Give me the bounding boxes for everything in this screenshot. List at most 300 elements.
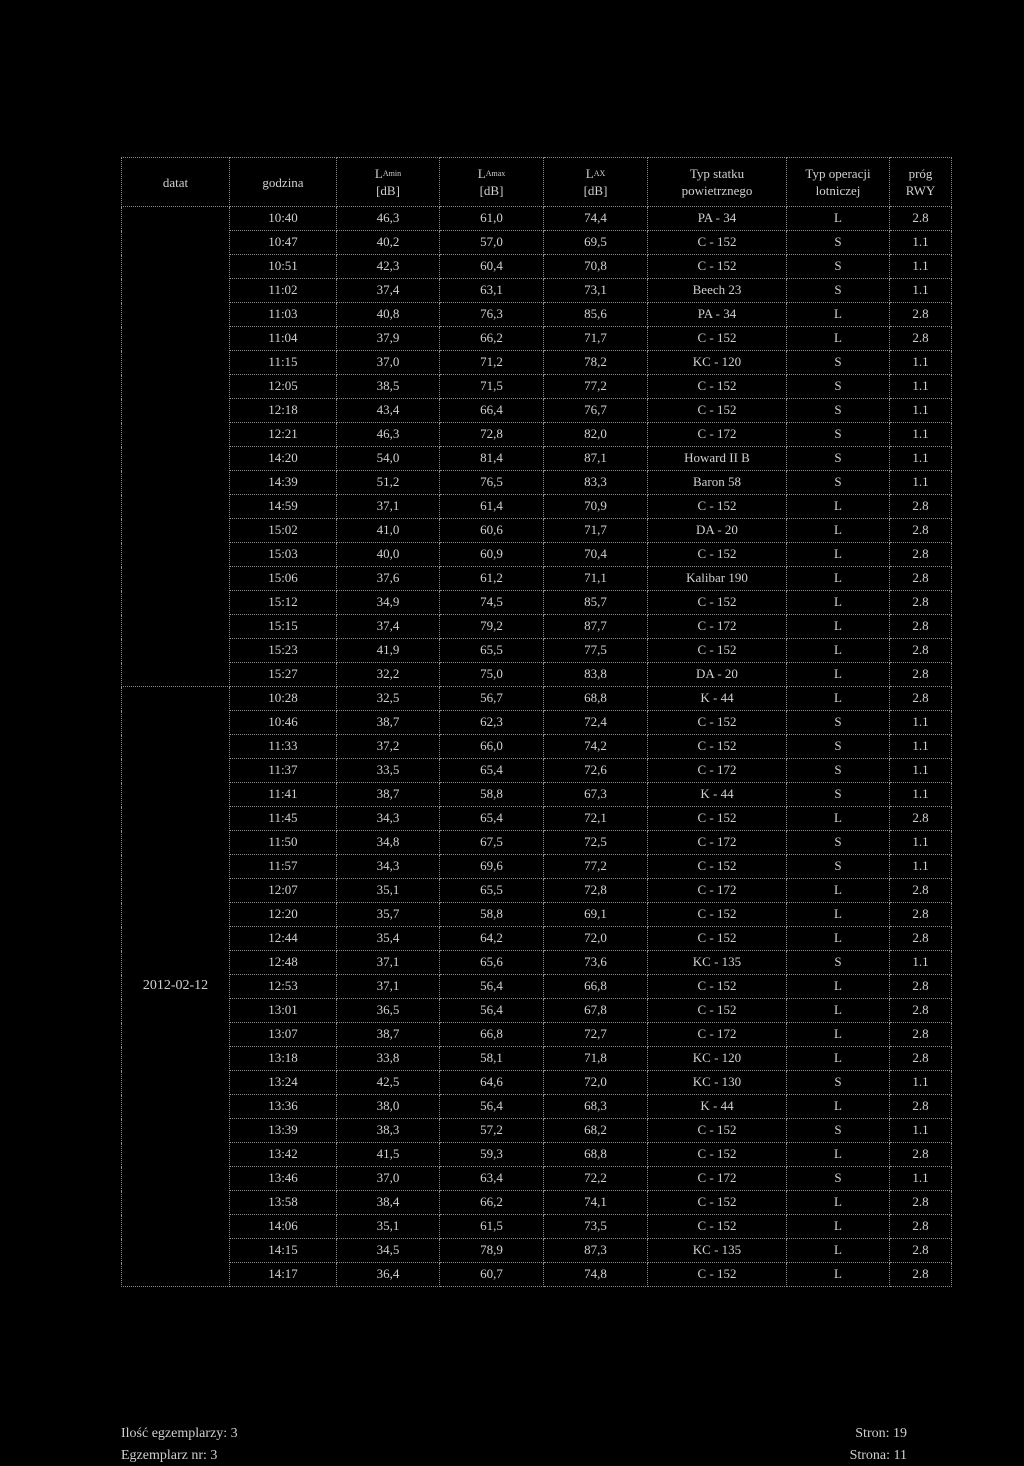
lax-cell: 74,2 [544,735,648,759]
header-lax: $L^{AX}$ [dB] [544,158,648,207]
threshold-cell: 2.8 [890,1023,952,1047]
lamin-cell: 37,6 [337,567,440,591]
operation-cell: S [787,855,890,879]
lax-cell: 87,3 [544,1239,648,1263]
table-row [122,615,952,639]
lax-cell: 68,8 [544,687,648,711]
hour-cell: 14:20 [230,447,337,471]
lamax-cell: 67,5 [440,831,544,855]
table-row [122,207,952,231]
table-row [122,711,952,735]
lamax-cell: 58,8 [440,783,544,807]
lax-cell: 87,1 [544,447,648,471]
operation-cell: L [787,1047,890,1071]
aircraft-cell: C - 152 [648,231,787,255]
table-row [122,495,952,519]
hour-cell: 10:47 [230,231,337,255]
aircraft-cell: Howard II B [648,447,787,471]
aircraft-cell: KC - 120 [648,1047,787,1071]
lamin-cell: 37,4 [337,279,440,303]
lamin-cell: 38,3 [337,1119,440,1143]
lamax-cell: 60,4 [440,255,544,279]
threshold-cell: 2.8 [890,927,952,951]
lamin-cell: 33,8 [337,1047,440,1071]
lamax-cell: 61,4 [440,495,544,519]
lamax-cell: 63,4 [440,1167,544,1191]
table-row [122,1167,952,1191]
threshold-cell: 1.1 [890,831,952,855]
operation-cell: L [787,1191,890,1215]
threshold-cell: 1.1 [890,1071,952,1095]
threshold-cell: 1.1 [890,447,952,471]
table-row [122,687,952,711]
table-row [122,1119,952,1143]
lamax-cell: 61,5 [440,1215,544,1239]
lamin-cell: 36,4 [337,1263,440,1287]
table-row [122,1215,952,1239]
operation-cell: L [787,495,890,519]
table-row [122,951,952,975]
lamin-cell: 38,4 [337,1191,440,1215]
hour-cell: 12:20 [230,903,337,927]
operation-cell: L [787,519,890,543]
threshold-cell: 1.1 [890,711,952,735]
lamin-cell: 46,3 [337,207,440,231]
lamin-cell: 35,4 [337,927,440,951]
threshold-cell: 2.8 [890,1047,952,1071]
threshold-cell: 2.8 [890,975,952,999]
hour-cell: 15:27 [230,663,337,687]
operation-cell: S [787,279,890,303]
hour-cell: 11:45 [230,807,337,831]
lax-cell: 69,1 [544,903,648,927]
header-row [122,158,952,207]
lax-cell: 76,7 [544,399,648,423]
lax-cell: 67,3 [544,783,648,807]
aircraft-cell: C - 152 [648,855,787,879]
threshold-cell: 2.8 [890,303,952,327]
lax-cell: 78,2 [544,351,648,375]
aircraft-cell: C - 152 [648,903,787,927]
lamin-cell: 40,2 [337,231,440,255]
lamin-cell: 38,0 [337,1095,440,1119]
threshold-cell: 2.8 [890,879,952,903]
threshold-cell: 1.1 [890,783,952,807]
table-row [122,351,952,375]
lamax-cell: 56,4 [440,975,544,999]
table-row [122,927,952,951]
lamin-cell: 38,7 [337,1023,440,1047]
aircraft-cell: C - 152 [648,375,787,399]
lamin-cell: 42,5 [337,1071,440,1095]
aircraft-cell: KC - 130 [648,1071,787,1095]
lamax-cell: 57,2 [440,1119,544,1143]
hour-cell: 14:15 [230,1239,337,1263]
operation-cell: L [787,327,890,351]
date-cell [122,207,230,687]
threshold-cell: 2.8 [890,1215,952,1239]
operation-cell: L [787,999,890,1023]
lamax-cell: 61,0 [440,207,544,231]
operation-cell: L [787,1263,890,1287]
table-row [122,879,952,903]
lamin-cell: 34,8 [337,831,440,855]
lamin-cell: 38,7 [337,711,440,735]
lax-cell: 72,1 [544,807,648,831]
lamin-cell: 37,0 [337,351,440,375]
lamax-cell: 72,8 [440,423,544,447]
threshold-cell: 2.8 [890,495,952,519]
aircraft-cell: C - 152 [648,327,787,351]
lamax-cell: 56,4 [440,999,544,1023]
threshold-cell: 1.1 [890,231,952,255]
table-row [122,1023,952,1047]
copies-count: Ilość egzemplarzy: 3 [121,1426,238,1441]
lamin-cell: 38,5 [337,375,440,399]
table-row [122,1047,952,1071]
operation-cell: L [787,1143,890,1167]
lamin-cell: 34,3 [337,807,440,831]
hour-cell: 12:48 [230,951,337,975]
hour-cell: 11:02 [230,279,337,303]
aircraft-cell: C - 152 [648,735,787,759]
table-row [122,903,952,927]
total-pages: Stron: 19 [855,1426,907,1441]
threshold-cell: 2.8 [890,687,952,711]
operation-cell: L [787,807,890,831]
lax-cell: 72,8 [544,879,648,903]
lamax-cell: 71,2 [440,351,544,375]
lax-cell: 71,7 [544,519,648,543]
threshold-cell: 1.1 [890,1167,952,1191]
aircraft-cell: C - 172 [648,1167,787,1191]
lax-cell: 74,4 [544,207,648,231]
operation-cell: L [787,1023,890,1047]
lamin-cell: 40,0 [337,543,440,567]
lax-cell: 73,5 [544,1215,648,1239]
lamax-cell: 66,0 [440,735,544,759]
threshold-cell: 1.1 [890,255,952,279]
table-row [122,1143,952,1167]
operation-cell: S [787,1071,890,1095]
lamax-cell: 58,1 [440,1047,544,1071]
threshold-cell: 1.1 [890,471,952,495]
table-row [122,303,952,327]
lamax-cell: 65,5 [440,639,544,663]
lax-cell: 70,4 [544,543,648,567]
aircraft-cell: KC - 120 [648,351,787,375]
operation-cell: S [787,951,890,975]
threshold-cell: 2.8 [890,591,952,615]
operation-cell: L [787,879,890,903]
lamin-cell: 32,2 [337,663,440,687]
lax-cell: 74,8 [544,1263,648,1287]
lax-cell: 72,2 [544,1167,648,1191]
lamin-cell: 41,0 [337,519,440,543]
threshold-cell: 2.8 [890,615,952,639]
lamin-cell: 33,5 [337,759,440,783]
lax-cell: 72,7 [544,1023,648,1047]
hour-cell: 15:02 [230,519,337,543]
hour-cell: 12:44 [230,927,337,951]
aircraft-cell: C - 172 [648,423,787,447]
hour-cell: 11:41 [230,783,337,807]
lax-cell: 69,5 [544,231,648,255]
operation-cell: L [787,975,890,999]
operation-cell: S [787,735,890,759]
hour-cell: 13:58 [230,1191,337,1215]
aircraft-cell: C - 152 [648,495,787,519]
lamax-cell: 76,5 [440,471,544,495]
lamax-cell: 59,3 [440,1143,544,1167]
hour-cell: 10:40 [230,207,337,231]
aircraft-cell: C - 172 [648,615,787,639]
aircraft-cell: PA - 34 [648,303,787,327]
lamax-cell: 64,6 [440,1071,544,1095]
operation-cell: L [787,207,890,231]
lax-cell: 67,8 [544,999,648,1023]
lax-cell: 87,7 [544,615,648,639]
threshold-cell: 2.8 [890,1191,952,1215]
operation-cell: S [787,759,890,783]
lax-cell: 68,8 [544,1143,648,1167]
hour-cell: 12:05 [230,375,337,399]
threshold-cell: 2.8 [890,1143,952,1167]
hour-cell: 15:23 [230,639,337,663]
aircraft-cell: C - 152 [648,1143,787,1167]
lax-cell: 71,8 [544,1047,648,1071]
lamin-cell: 42,3 [337,255,440,279]
hour-cell: 11:50 [230,831,337,855]
lamax-cell: 65,6 [440,951,544,975]
header-hour: godzina [230,158,337,207]
table-row [122,783,952,807]
aircraft-cell: Kalibar 190 [648,567,787,591]
aircraft-cell: C - 152 [648,711,787,735]
lamin-cell: 37,1 [337,495,440,519]
lamax-cell: 78,9 [440,1239,544,1263]
date-cell: 2012-02-12 [122,687,230,1287]
operation-cell: S [787,831,890,855]
table-row [122,999,952,1023]
aircraft-cell: C - 152 [648,927,787,951]
lax-cell: 73,6 [544,951,648,975]
lamin-cell: 35,1 [337,879,440,903]
threshold-cell: 2.8 [890,1239,952,1263]
lamin-cell: 41,9 [337,639,440,663]
lamin-cell: 37,2 [337,735,440,759]
aircraft-cell: PA - 34 [648,207,787,231]
lamax-cell: 56,4 [440,1095,544,1119]
aircraft-cell: C - 152 [648,591,787,615]
aircraft-cell: C - 152 [648,1215,787,1239]
page-number: Strona: 11 [849,1448,907,1463]
aircraft-cell: KC - 135 [648,951,787,975]
lax-cell: 73,1 [544,279,648,303]
threshold-cell: 1.1 [890,279,952,303]
hour-cell: 14:39 [230,471,337,495]
table-row [122,831,952,855]
table-row [122,231,952,255]
table-row [122,375,952,399]
aircraft-cell: KC - 135 [648,1239,787,1263]
table-row [122,471,952,495]
aircraft-cell: C - 152 [648,807,787,831]
hour-cell: 11:57 [230,855,337,879]
hour-cell: 15:06 [230,567,337,591]
lamin-cell: 40,8 [337,303,440,327]
lamax-cell: 61,2 [440,567,544,591]
threshold-cell: 1.1 [890,855,952,879]
threshold-cell: 2.8 [890,1263,952,1287]
lamax-cell: 79,2 [440,615,544,639]
threshold-cell: 1.1 [890,375,952,399]
lamax-cell: 62,3 [440,711,544,735]
lamin-cell: 35,1 [337,1215,440,1239]
table-row [122,447,952,471]
lax-cell: 85,6 [544,303,648,327]
aircraft-cell: C - 172 [648,759,787,783]
table-row [122,279,952,303]
lax-cell: 68,2 [544,1119,648,1143]
header-aircraft-type: Typ statku powietrznego [648,158,787,207]
threshold-cell: 1.1 [890,423,952,447]
lax-cell: 83,8 [544,663,648,687]
lax-cell: 85,7 [544,591,648,615]
hour-cell: 13:42 [230,1143,337,1167]
threshold-cell: 2.8 [890,639,952,663]
operation-cell: S [787,711,890,735]
lamax-cell: 57,0 [440,231,544,255]
threshold-cell: 2.8 [890,207,952,231]
operation-cell: S [787,783,890,807]
lax-cell: 72,4 [544,711,648,735]
table-row [122,255,952,279]
lax-cell: 68,3 [544,1095,648,1119]
lax-cell: 70,8 [544,255,648,279]
threshold-cell: 1.1 [890,399,952,423]
hour-cell: 14:06 [230,1215,337,1239]
hour-cell: 11:37 [230,759,337,783]
hour-cell: 11:33 [230,735,337,759]
aircraft-cell: C - 152 [648,1119,787,1143]
lax-cell: 72,0 [544,1071,648,1095]
operation-cell: L [787,927,890,951]
lax-cell: 77,2 [544,375,648,399]
hour-cell: 11:04 [230,327,337,351]
lamax-cell: 74,5 [440,591,544,615]
table-row [122,663,952,687]
aircraft-cell: C - 152 [648,543,787,567]
aircraft-cell: C - 152 [648,999,787,1023]
lax-cell: 72,0 [544,927,648,951]
operation-cell: S [787,423,890,447]
lamax-cell: 66,4 [440,399,544,423]
operation-cell: S [787,375,890,399]
hour-cell: 13:46 [230,1167,337,1191]
lamax-cell: 60,7 [440,1263,544,1287]
threshold-cell: 2.8 [890,1095,952,1119]
hour-cell: 10:51 [230,255,337,279]
table-body [122,207,952,1287]
hour-cell: 10:46 [230,711,337,735]
threshold-cell: 2.8 [890,999,952,1023]
hour-cell: 13:18 [230,1047,337,1071]
header-threshold: próg RWY [890,158,952,207]
operation-cell: S [787,471,890,495]
lamax-cell: 66,8 [440,1023,544,1047]
lamax-cell: 69,6 [440,855,544,879]
copy-number: Egzemplarz nr: 3 [121,1448,218,1463]
lamin-cell: 37,1 [337,975,440,999]
table-row [122,1191,952,1215]
hour-cell: 11:15 [230,351,337,375]
lamin-cell: 36,5 [337,999,440,1023]
threshold-cell: 1.1 [890,735,952,759]
operation-cell: L [787,1095,890,1119]
lamax-cell: 60,6 [440,519,544,543]
threshold-cell: 2.8 [890,903,952,927]
lamin-cell: 37,0 [337,1167,440,1191]
lamax-cell: 60,9 [440,543,544,567]
lax-cell: 74,1 [544,1191,648,1215]
lamin-cell: 38,7 [337,783,440,807]
hour-cell: 10:28 [230,687,337,711]
lax-cell: 82,0 [544,423,648,447]
threshold-cell: 2.8 [890,519,952,543]
hour-cell: 12:07 [230,879,337,903]
aircraft-cell: K - 44 [648,687,787,711]
lamin-cell: 43,4 [337,399,440,423]
lamax-cell: 65,4 [440,759,544,783]
hour-cell: 11:03 [230,303,337,327]
hour-cell: 13:39 [230,1119,337,1143]
aircraft-cell: C - 152 [648,255,787,279]
lamax-cell: 81,4 [440,447,544,471]
lamax-cell: 56,7 [440,687,544,711]
aircraft-cell: C - 152 [648,1191,787,1215]
operation-cell: L [787,615,890,639]
threshold-cell: 1.1 [890,951,952,975]
operation-cell: L [787,1239,890,1263]
hour-cell: 13:24 [230,1071,337,1095]
lamin-cell: 37,1 [337,951,440,975]
lamin-cell: 54,0 [337,447,440,471]
operation-cell: L [787,591,890,615]
operation-cell: L [787,543,890,567]
lamax-cell: 65,5 [440,879,544,903]
aircraft-cell: DA - 20 [648,663,787,687]
lamin-cell: 46,3 [337,423,440,447]
operation-cell: S [787,447,890,471]
operation-cell: L [787,663,890,687]
lax-cell: 77,5 [544,639,648,663]
lamax-cell: 66,2 [440,1191,544,1215]
hour-cell: 15:15 [230,615,337,639]
lamin-cell: 35,7 [337,903,440,927]
operation-cell: L [787,567,890,591]
aircraft-cell: C - 172 [648,879,787,903]
operation-cell: L [787,303,890,327]
lamax-cell: 71,5 [440,375,544,399]
table-row [122,1071,952,1095]
aircraft-cell: C - 152 [648,639,787,663]
table-row [122,1263,952,1287]
hour-cell: 15:03 [230,543,337,567]
aircraft-cell: K - 44 [648,1095,787,1119]
operation-cell: L [787,639,890,663]
table-row [122,759,952,783]
